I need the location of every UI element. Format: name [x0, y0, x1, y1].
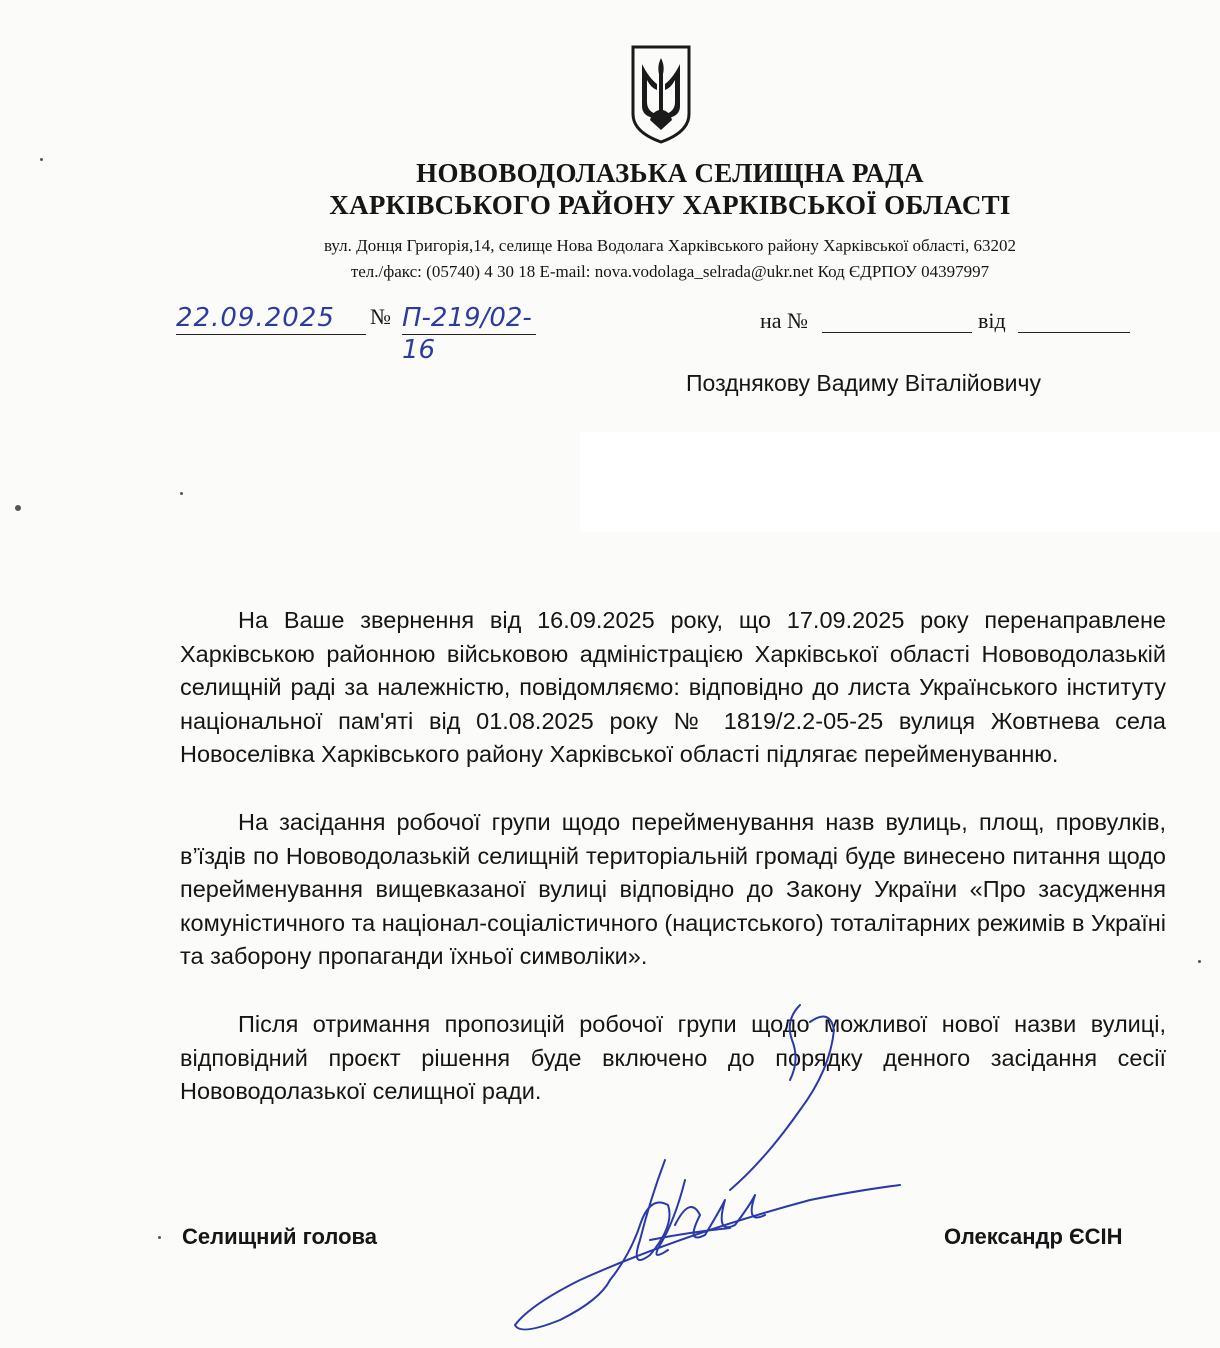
handwritten-signature	[500, 1000, 920, 1340]
redacted-area	[580, 432, 1220, 532]
outgoing-number-label: №	[370, 304, 391, 329]
scan-speck	[158, 1236, 161, 1239]
scan-speck	[180, 492, 183, 495]
reply-date-label: від	[978, 308, 1006, 333]
scan-speck	[40, 158, 43, 161]
organization-contacts: тел./факс: (05740) 4 30 18 E-mail: nova.vodolaga_selrada@ukr.net Код ЄДРПОУ 04397997	[350, 262, 990, 281]
organization-region: ХАРКІВСЬКОГО РАЙОНУ ХАРКІВСЬКОЇ ОБЛАСТІ	[329, 190, 1011, 220]
signatory-title: Селищний голова	[182, 1224, 377, 1249]
outgoing-number: П-219/02-16	[402, 302, 536, 335]
organization-address: вул. Донця Григорія,14, селище Нова Водолага Харківського району Харківської області, 63202	[323, 236, 1017, 255]
recipient-name: Позднякову Вадиму Віталійовичу	[686, 370, 1041, 396]
scan-speck	[15, 505, 21, 511]
organization-name: НОВОВОДОЛАЗЬКА СЕЛИЩНА РАДА	[416, 158, 924, 188]
scan-speck	[1198, 960, 1201, 963]
body-paragraph-1	[180, 604, 1166, 772]
outgoing-date: 22.09.2025	[176, 302, 366, 335]
paragraph-text: На Ваше звернення від 16.09.2025 року, що 17.09.2025 року перенаправлене Харківською районною військовою адміністрацією Харківської області Нововодолазькій селищній раді за належністю, повідомляємо: відповідно до листа Українського інституту національної пам'яті від 01.08.2025 року № 1819/2.2-05-25 вулиця Жовтнева села Новоселівка Харківського району Харківської області підлягає перейменуванню.	[180, 607, 1166, 767]
reply-date-blank	[1018, 332, 1130, 333]
signatory-name: Олександр ЄСІН	[944, 1224, 1123, 1249]
body-paragraph-2	[180, 806, 1166, 974]
reply-number-blank	[822, 332, 972, 333]
paragraph-text: Після отримання пропозицій робочої групи щодо можливої нової назви вулиці, відповідний проєкт рішення буде включено до порядку денного засідання сесії Нововодолазької селищної ради.	[180, 1011, 1166, 1104]
reply-number-label: на №	[760, 308, 809, 333]
paragraph-text: На засідання робочої групи щодо перейменування назв вулиць, площ, провулків, в’їздів по Нововодолазькій селищній територіальній громаді буде винесено питання щодо перейменування вищевказаної вулиці відповідно до Закону України «Про засудження комуністичного та націонал-соціалістичного (нацистського) тоталітарних режимів в Україні та заборону пропаганди їхньої символіки».	[180, 809, 1166, 969]
trident-emblem-icon	[630, 44, 692, 144]
